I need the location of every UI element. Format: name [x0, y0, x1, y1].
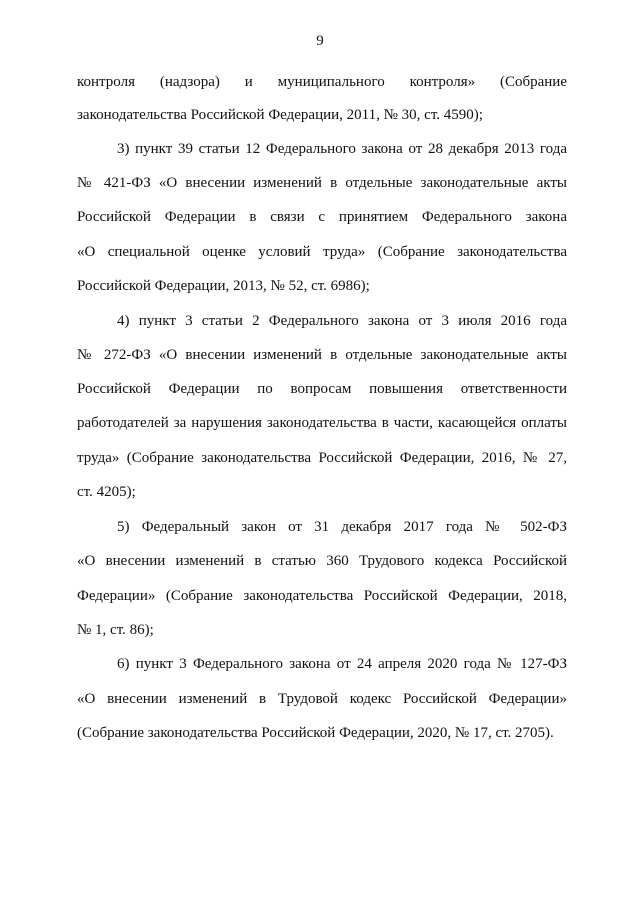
text-line: Российской Федерации, 2013, № 52, ст. 6986);	[77, 278, 370, 294]
text-line: 5) Федеральный закон от 31 декабря 2017 года № 502-ФЗ	[117, 519, 567, 535]
text-line: Федерации» (Собрание законодательства Российской Федерации, 2018,	[77, 588, 567, 604]
text-line: законодательства Российской Федерации, 2011, № 30, ст. 4590);	[77, 107, 483, 123]
text-line: № 1, ст. 86);	[77, 622, 154, 638]
text-line: 6) пункт 3 Федерального закона от 24 апреля 2020 года № 127-ФЗ	[117, 656, 567, 672]
text-line: контроля (надзора) и муниципального контроля» (Собрание	[77, 74, 567, 90]
text-line: ст. 4205);	[77, 484, 136, 500]
text-line: № 421-ФЗ «О внесении изменений в отдельные законодательные акты	[77, 175, 567, 191]
text-line: 3) пункт 39 статьи 12 Федерального закона от 28 декабря 2013 года	[117, 141, 567, 157]
text-line: «О внесении изменений в Трудовой кодекс Российской Федерации»	[77, 691, 567, 707]
text-line: «О специальной оценке условий труда» (Собрание законодательства	[77, 244, 567, 260]
text-line: «О внесении изменений в статью 360 Трудового кодекса Российской	[77, 553, 567, 569]
text-line: работодателей за нарушения законодательства в части, касающейся оплаты	[77, 415, 567, 431]
page-number: 9	[316, 33, 324, 49]
text-line: № 272-ФЗ «О внесении изменений в отдельные законодательные акты	[77, 347, 567, 363]
text-line: труда» (Собрание законодательства Российской Федерации, 2016, № 27,	[77, 450, 567, 466]
text-line: 4) пункт 3 статьи 2 Федерального закона от 3 июля 2016 года	[117, 313, 567, 329]
text-line: (Собрание законодательства Российской Федерации, 2020, № 17, ст. 2705).	[77, 725, 554, 741]
text-line: Российской Федерации по вопросам повышения ответственности	[77, 381, 567, 397]
text-line: Российской Федерации в связи с принятием Федерального закона	[77, 209, 567, 225]
